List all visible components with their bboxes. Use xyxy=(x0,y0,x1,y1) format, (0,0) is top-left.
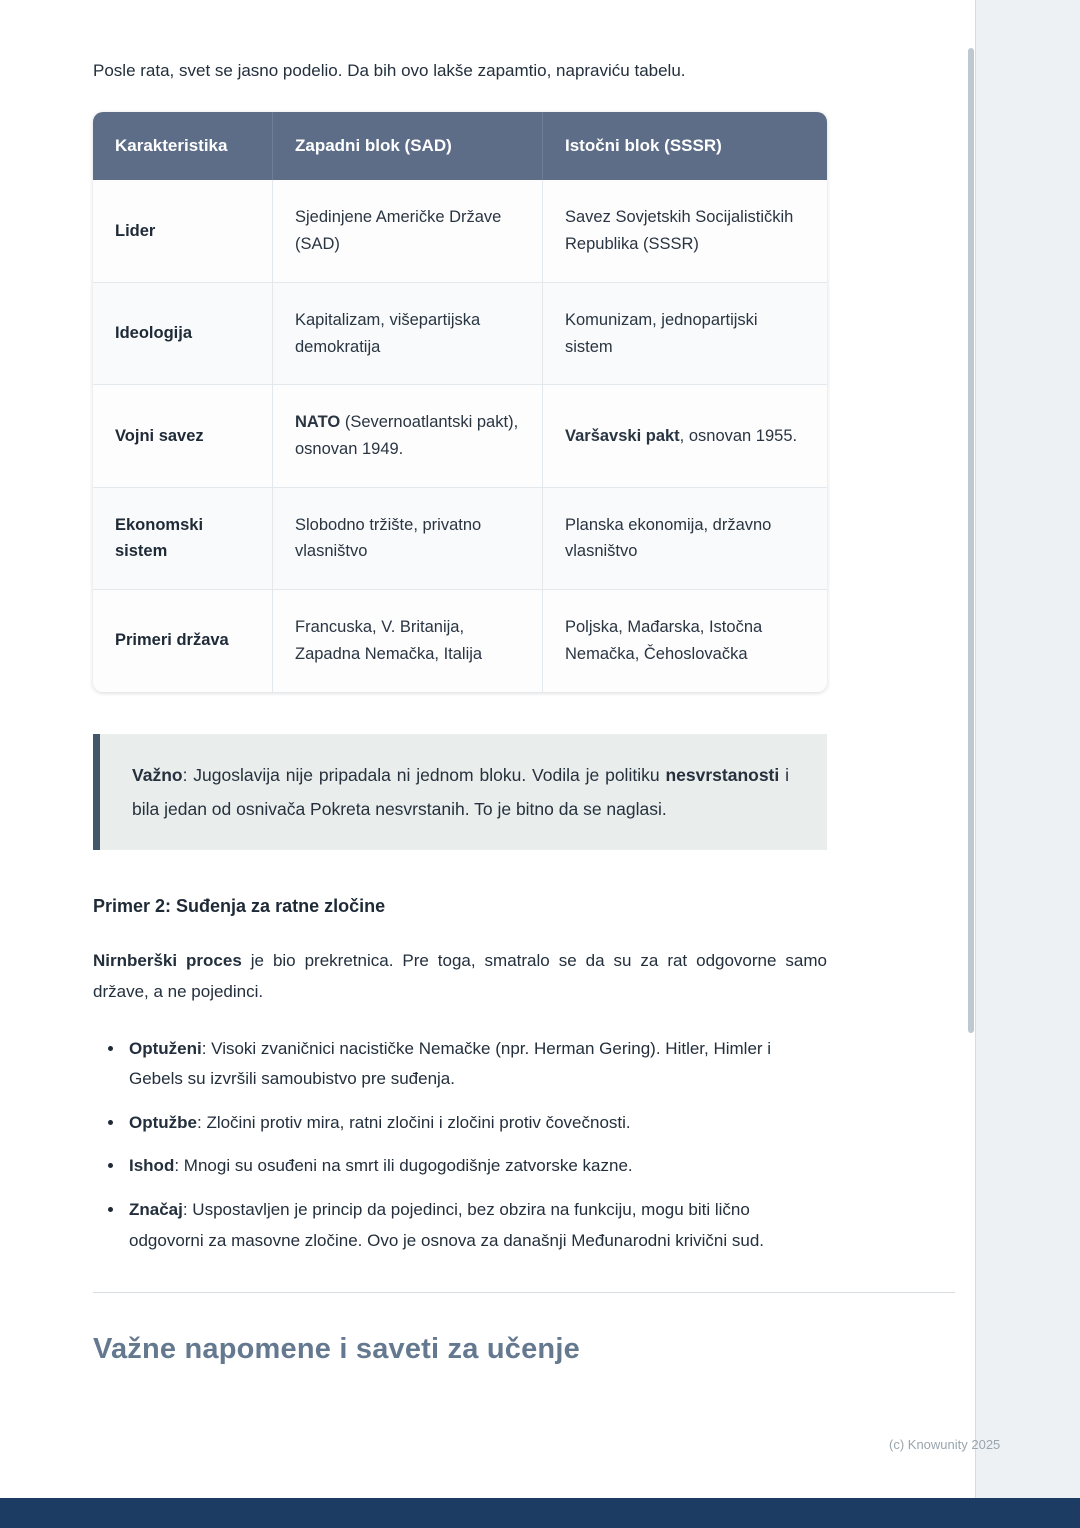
row-label: Lider xyxy=(93,180,273,282)
table-cell: Poljska, Mađarska, Istočna Nemačka, Čehoslovačka xyxy=(543,590,827,691)
list-item: • Optuženi: Visoki zvaničnici nacističke Nemačke (npr. Herman Gering). Hitler, Himler i Gebels su izvršili samoubistvo pre suđenja. xyxy=(125,1034,827,1095)
table-header-row xyxy=(93,112,827,180)
table-cell: Francuska, V. Britanija, Zapadna Nemačka, Italija xyxy=(273,590,543,691)
intro-paragraph: Posle rata, svet se jasno podelio. Da bih ovo lakše zapamtio, napraviću tabelu. xyxy=(93,61,686,80)
table-header-cell: Zapadni blok (SAD) xyxy=(273,112,543,180)
table-cell: Sjedinjene Američke Države (SAD) xyxy=(273,180,543,282)
table-row xyxy=(93,590,827,691)
table-cell: Varšavski pakt, osnovan 1955. xyxy=(543,385,827,487)
table-cell: Planska ekonomija, državno vlasništvo xyxy=(543,488,827,590)
row-label: Ekonomski sistem xyxy=(93,488,273,590)
callout-keyword: Važno xyxy=(132,764,183,785)
important-callout: Važno: Jugoslavija nije pripadala ni jednom bloku. Vodila je politiku nesvrstanosti i bila jedan od osnivača Pokreta nesvrstanih. To je bitno da se naglasi. xyxy=(93,734,827,850)
list-item: • Ishod: Mnogi su osuđeni na smrt ili dugogodišnje zatvorske kazne. xyxy=(125,1151,827,1182)
list-item: • Značaj: Uspostavljen je princip da pojedinci, bez obzira na funkciju, mogu biti lično odgovorni za masovne zločine. Ovo je osnova za današnji Međunarodni krivični sud. xyxy=(125,1195,827,1256)
callout-keyword: nesvrstanosti xyxy=(665,764,780,785)
list-item: • Optužbe: Zločini protiv mira, ratni zločini i zločini protiv čovečnosti. xyxy=(125,1108,827,1139)
table-row xyxy=(93,180,827,282)
row-label: Ideologija xyxy=(93,283,273,385)
table-row xyxy=(93,488,827,590)
table-row xyxy=(93,385,827,487)
bottom-bar xyxy=(0,1498,1080,1528)
table-header-cell: Istočni blok (SSSR) xyxy=(543,112,827,180)
nuremberg-paragraph: Nirnberški proces je bio prekretnica. Pre toga, smatralo se da su za rat odgovorne samo države, a ne pojedinci. xyxy=(93,950,827,1002)
table-cell: Komunizam, jednopartijski sistem xyxy=(543,283,827,385)
scrollbar-thumb[interactable] xyxy=(968,48,974,1033)
content-divider xyxy=(93,1292,955,1293)
table-header-cell: Karakteristika xyxy=(93,112,273,180)
table-row xyxy=(93,283,827,385)
row-label: Vojni savez xyxy=(93,385,273,487)
right-margin-panel xyxy=(975,0,1080,1498)
row-label: Primeri država xyxy=(93,590,273,691)
table-cell: NATO (Severnoatlantski pakt), osnovan 1949. xyxy=(273,385,543,487)
page-heading-notes: Važne napomene i saveti za učenje xyxy=(93,1333,580,1366)
page-content xyxy=(93,58,827,1366)
table-cell: Slobodno tržište, privatno vlasništvo xyxy=(273,488,543,590)
bullet-list xyxy=(93,1034,827,1257)
watermark: (c) Knowunity 2025 xyxy=(889,1437,1001,1452)
cold-war-comparison-table xyxy=(93,112,827,691)
table-cell: Savez Sovjetskih Socijalističkih Republika (SSSR) xyxy=(543,180,827,282)
table-cell: Kapitalizam, višepartijska demokratija xyxy=(273,283,543,385)
section-heading: Primer 2: Suđenja za ratne zločine xyxy=(93,895,386,916)
